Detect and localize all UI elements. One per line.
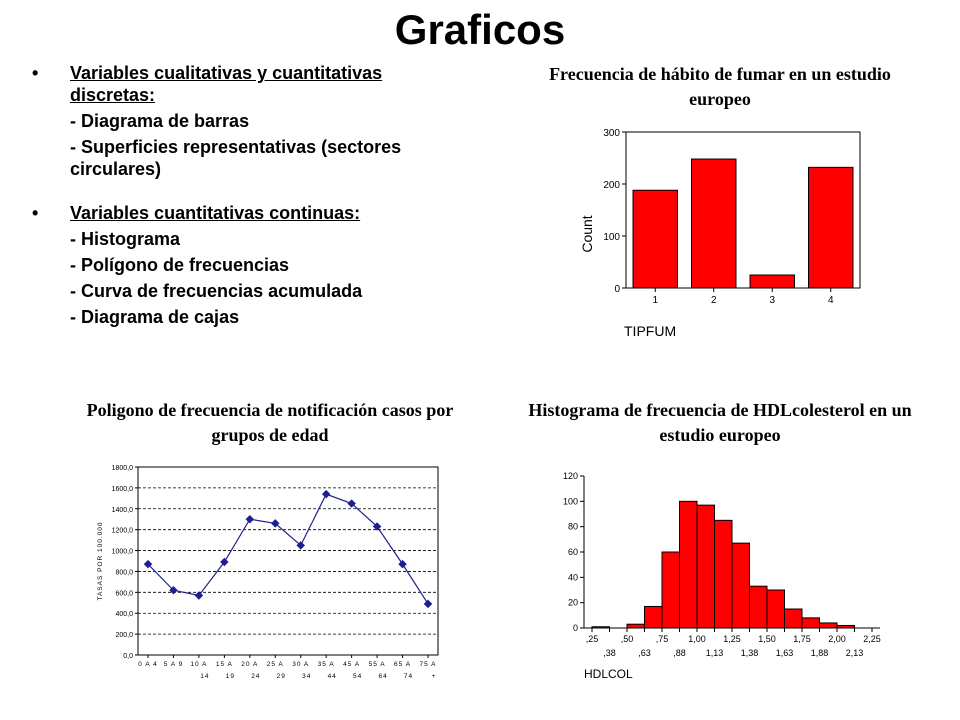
y-axis-label: Count bbox=[579, 215, 595, 253]
x-axis-label: HDLCOL bbox=[584, 667, 633, 681]
y-tick-label: 100 bbox=[562, 496, 578, 507]
bar bbox=[809, 167, 853, 288]
x-tick-label: 30 A bbox=[292, 661, 310, 668]
y-tick-label: 1000,0 bbox=[111, 548, 133, 556]
x-tick-label: 25 A bbox=[266, 661, 284, 668]
x-tick-label: 3 bbox=[769, 295, 776, 306]
x-tick-label: 14 bbox=[200, 673, 210, 680]
histogram-bar bbox=[627, 624, 645, 628]
bullet-item: - Superficies representativas (sectores circulares) bbox=[70, 137, 402, 179]
x-tick-label: 10 A bbox=[190, 661, 208, 668]
polygon-chart-caption: Poligono de frecuencia de notificación casos por grupos de edad bbox=[86, 400, 454, 445]
x-tick-label: 2,00 bbox=[828, 634, 846, 644]
histogram-chart bbox=[560, 462, 890, 687]
x-tick-label: 35 A bbox=[317, 661, 335, 668]
x-tick-label: 1,75 bbox=[793, 634, 811, 644]
x-tick-label: ,75 bbox=[655, 634, 669, 644]
y-tick-label: 80 bbox=[567, 521, 578, 532]
y-tick-label: 120 bbox=[562, 471, 578, 481]
bar-chart bbox=[560, 118, 870, 343]
bullet-icon: • bbox=[32, 203, 39, 223]
y-tick-label: 1600,0 bbox=[111, 485, 133, 493]
histogram-bar bbox=[715, 520, 733, 628]
x-tick-label: 24 bbox=[251, 673, 261, 680]
histogram-bar bbox=[662, 552, 680, 628]
y-tick-label: 1800,0 bbox=[111, 465, 133, 472]
bullet-icon: • bbox=[32, 63, 39, 83]
y-tick-label: 20 bbox=[567, 597, 578, 608]
x-tick-label: 1,25 bbox=[723, 634, 741, 644]
histogram-bar bbox=[837, 625, 855, 628]
bullet-item: - Diagrama de cajas bbox=[70, 307, 240, 327]
bullet-heading-text: Variables cuantitativas continuas: bbox=[70, 203, 361, 223]
histogram-bar bbox=[750, 586, 768, 628]
bar-chart-caption: Frecuencia de hábito de fumar en un estudio europeo bbox=[549, 64, 891, 109]
x-tick-label: 1,13 bbox=[705, 648, 724, 658]
y-tick-label: 60 bbox=[567, 547, 578, 557]
y-tick-label: 0 bbox=[572, 623, 578, 633]
x-tick-label: 54 bbox=[353, 673, 363, 680]
y-tick-label: 1200,0 bbox=[111, 527, 133, 535]
x-tick-label: 75 A bbox=[419, 661, 437, 668]
y-axis-label: TASAS POR 100.000 bbox=[97, 521, 104, 601]
x-tick-label: ,63 bbox=[638, 648, 651, 658]
bullet-item: - Curva de frecuencias acumulada bbox=[70, 281, 363, 301]
bullet-item: - Histograma bbox=[70, 229, 181, 249]
bullet-heading-text: Variables cualitativas y cuantitativas discretas: bbox=[70, 63, 383, 105]
y-tick-label: 400,0 bbox=[115, 611, 133, 619]
x-tick-label: 4 bbox=[827, 295, 834, 306]
x-tick-label: 0 A 4 bbox=[138, 661, 158, 668]
plot-frame bbox=[138, 467, 438, 655]
bar bbox=[750, 275, 794, 288]
x-tick-label: ,88 bbox=[673, 648, 686, 658]
x-tick-label: 29 bbox=[276, 673, 286, 680]
y-tick-label: 300 bbox=[603, 128, 620, 139]
x-tick-label: 2,25 bbox=[863, 634, 881, 644]
x-tick-label: 1 bbox=[652, 295, 659, 306]
y-tick-label: 1400,0 bbox=[111, 506, 133, 514]
histogram-bar bbox=[767, 590, 785, 628]
y-tick-label: 0,0 bbox=[123, 653, 133, 660]
histogram-bar bbox=[697, 505, 715, 628]
bar bbox=[633, 190, 677, 288]
polygon-chart bbox=[80, 455, 460, 690]
bullet-heading-discrete bbox=[30, 62, 460, 106]
x-tick-label: 64 bbox=[378, 673, 388, 680]
bullet-heading-continuous bbox=[30, 202, 460, 224]
histogram-bar bbox=[645, 606, 663, 628]
x-tick-label: 19 bbox=[225, 673, 235, 680]
x-tick-label: 1,88 bbox=[810, 648, 829, 658]
y-tick-label: 800,0 bbox=[115, 569, 133, 577]
x-tick-label: 65 A bbox=[394, 661, 412, 668]
y-tick-label: 40 bbox=[567, 572, 578, 583]
x-tick-label: ,25 bbox=[585, 634, 599, 644]
histogram-bar bbox=[592, 627, 610, 628]
x-tick-label: 2,13 bbox=[845, 648, 864, 658]
bullet-item: - Polígono de frecuencias bbox=[70, 255, 290, 275]
bullet-item: - Diagrama de barras bbox=[70, 111, 250, 131]
x-tick-label: 55 A bbox=[368, 661, 386, 668]
x-tick-label: ,50 bbox=[620, 634, 634, 644]
x-tick-label: 2 bbox=[710, 295, 717, 306]
y-tick-label: 200 bbox=[603, 180, 620, 191]
y-tick-label: 0 bbox=[614, 284, 620, 295]
y-tick-label: 600,0 bbox=[115, 590, 133, 598]
x-axis-label: TIPFUM bbox=[624, 323, 677, 339]
histogram-bar bbox=[785, 609, 803, 628]
page-title: Graficos bbox=[394, 6, 566, 53]
histogram-bar bbox=[820, 623, 838, 628]
histogram-bar bbox=[680, 501, 698, 628]
histogram-chart-caption: Histograma de frecuencia de HDLcolesterol en un estudio europeo bbox=[528, 400, 912, 445]
x-tick-label: + bbox=[431, 673, 437, 680]
y-tick-label: 200,0 bbox=[115, 632, 133, 640]
y-tick-label: 100 bbox=[603, 232, 620, 243]
x-tick-label: 45 A bbox=[343, 661, 361, 668]
x-tick-label: 44 bbox=[327, 673, 337, 680]
histogram-bar bbox=[732, 543, 750, 628]
x-tick-label: 1,00 bbox=[688, 634, 706, 644]
bullet-list bbox=[30, 62, 460, 332]
x-tick-label: 1,38 bbox=[740, 648, 759, 658]
x-tick-label: ,38 bbox=[603, 648, 616, 658]
x-tick-label: 5 A 9 bbox=[163, 661, 184, 668]
x-tick-label: 34 bbox=[302, 673, 312, 680]
x-tick-label: 1,50 bbox=[758, 634, 776, 644]
x-tick-label: 1,63 bbox=[775, 648, 794, 658]
x-tick-label: 20 A bbox=[241, 661, 259, 668]
histogram-bar bbox=[802, 618, 820, 628]
x-tick-label: 15 A bbox=[215, 661, 233, 668]
bar bbox=[692, 159, 736, 288]
x-tick-label: 74 bbox=[403, 673, 414, 680]
